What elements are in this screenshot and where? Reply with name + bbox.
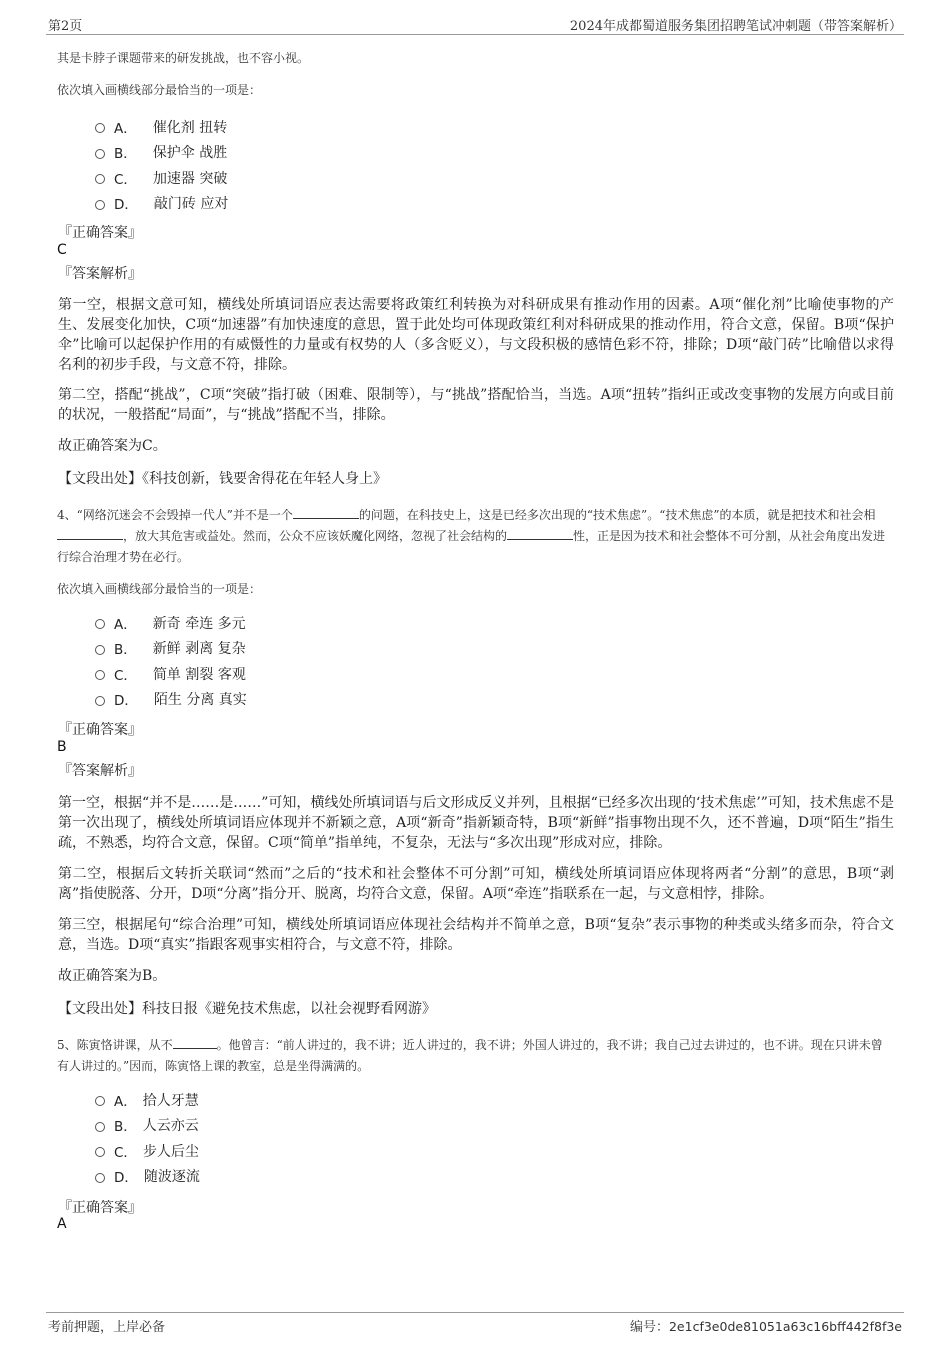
radio-icon[interactable] <box>95 670 105 680</box>
q3-options <box>95 114 228 216</box>
q3-stem-tail: 其是卡脖子课题带来的研发挑战，也不容小视。 <box>57 51 310 65</box>
answer-blank <box>57 527 123 540</box>
answer-value: A <box>57 1216 67 1232</box>
analysis-paragraph: 第二空，根据后文转折关联词“然而”之后的“技术和社会整体不可分割”可知，横线处所填词语应体现将两者“分割”的意思，B项“剥离”指使脱落、分开，D项“分离”指分开、脱离，均符合文意，保留。A项“牵连”指联系在一起，与文意相悖，排除。 <box>58 866 894 902</box>
radio-icon[interactable] <box>95 123 105 133</box>
source-citation: 【文段出处】科技日报《避免技术焦虑，以社会视野看网游》 <box>58 1001 436 1017</box>
radio-icon[interactable] <box>95 645 105 655</box>
analysis-label: 『答案解析』 <box>58 763 142 779</box>
option-c[interactable]: C． 加速器 突破 <box>95 165 228 191</box>
radio-icon[interactable] <box>95 200 105 210</box>
analysis-paragraph: 第三空，根据尾句“综合治理”可知，横线处所填词语应体现社会结构并不简单之意，B项“复杂”表示事物的种类或头绪多而杂，符合文意，当选。D项“真实”指跟客观事实相符合，与文意不符，排除。 <box>58 917 894 953</box>
q4-stem: 4、“网络沉迷会不会毁掉一代人”并不是一个 的问题，在科技史上，这是已经多次出现的“技术焦虑”。“技术焦虑”的本质，就是把技术和社会相，放大其危害或益处。然而，公众不应该妖魔化网络，忽视了社会结构的 性，正是因为技术和社会整体不可分割，从社会角度出发进行综合治理才势在必行。 <box>57 508 886 564</box>
radio-icon[interactable] <box>95 149 105 159</box>
answer-label: 『正确答案』 <box>58 1200 142 1216</box>
page-footer <box>46 1312 904 1339</box>
analysis-paragraph: 第一空，根据“并不是……是……”可知，横线处所填词语与后文形成反义并列，且根据“已经多次出现的‘技术焦虑’”可知，技术焦虑不是第一次出现了，横线处所填词语应体现并不新颖之意，A项“新奇”指新颖奇特，B项“新鲜”指事物出现不久，还不普遍，D项“陌生”指生疏，不熟悉，均符合文意，保留。C项“简单”指单纯，不复杂，无法与“多次出现”形成对应，排除。 <box>58 795 894 851</box>
analysis-conclusion: 故正确答案为B。 <box>58 968 167 984</box>
option-a[interactable]: A． 拾人牙慧 <box>95 1087 200 1113</box>
option-d[interactable]: D． 陌生 分离 真实 <box>95 687 247 713</box>
option-b[interactable]: B． 新鲜 剥离 复杂 <box>95 636 247 662</box>
answer-label: 『正确答案』 <box>58 225 142 241</box>
q5-stem: 5、陈寅恪讲课，从不 。他曾言：“前人讲过的，我不讲；近人讲过的，我不讲；外国人讲过的，我不讲；我自己过去讲过的，也不讲。现在只讲未曾有人讲过的。”因而，陈寅恪上课的教室，总是坐得满满的。 <box>57 1038 883 1073</box>
q4-options <box>95 610 247 712</box>
option-b[interactable]: B． 人云亦云 <box>95 1113 200 1139</box>
source-citation: 【文段出处】《科技创新，钱要舍得花在年轻人身上》 <box>58 471 387 487</box>
analysis-conclusion: 故正确答案为C。 <box>58 438 167 454</box>
analysis-paragraph: 第一空，根据文意可知，横线处所填词语应表达需要将政策红利转换为对科研成果有推动作用的因素。A项“催化剂”比喻使事物的产生、发展变化加快，C项“加速器”有加快速度的意思，置于此处均可体现政策红利对科研成果的推动作用，符合文意，保留。B项“保护伞”比喻可以起保护作用的有威慑性的力量或有权势的人（多含贬义），与文段积极的感情色彩不符，排除；D项“敲门砖”比喻借以求得名利的初步手段，与文意不符，排除。 <box>58 297 894 373</box>
option-c[interactable]: C． 简单 割裂 客观 <box>95 661 247 687</box>
document-title: 2024年成都蜀道服务集团招聘笔试冲刺题（带答案解析） <box>569 19 902 34</box>
option-a[interactable]: A． 新奇 牵连 多元 <box>95 610 247 636</box>
page-number: 第2页 <box>48 19 83 34</box>
radio-icon[interactable] <box>95 696 105 706</box>
page-header <box>46 12 904 35</box>
answer-blank <box>293 506 359 519</box>
radio-icon[interactable] <box>95 1173 105 1183</box>
answer-label: 『正确答案』 <box>58 722 142 738</box>
answer-blank <box>173 1036 217 1049</box>
option-d[interactable]: D． 随波逐流 <box>95 1164 200 1190</box>
option-a[interactable]: A． 催化剂 扭转 <box>95 114 228 140</box>
footer-slogan: 考前押题，上岸必备 <box>48 1320 166 1335</box>
q4-instruction: 依次填入画横线部分最恰当的一项是： <box>57 582 262 596</box>
option-b[interactable]: B． 保护伞 战胜 <box>95 140 228 166</box>
analysis-paragraph: 第二空，搭配“挑战”，C项“突破”指打破（困难、限制等），与“挑战”搭配恰当，当选。A项“扭转”指纠正或改变事物的发展方向或目前的状况，一般搭配“局面”，与“挑战”搭配不当，排除。 <box>58 387 894 423</box>
document-code: 编号：2e1cf3e0de81051a63c16bff442f8f3e <box>629 1319 902 1335</box>
radio-icon[interactable] <box>95 619 105 629</box>
option-d[interactable]: D． 敲门砖 应对 <box>95 191 228 217</box>
radio-icon[interactable] <box>95 174 105 184</box>
answer-value: C <box>57 242 67 258</box>
q3-instruction: 依次填入画横线部分最恰当的一项是： <box>57 83 262 97</box>
answer-value: B <box>57 739 67 755</box>
radio-icon[interactable] <box>95 1096 105 1106</box>
radio-icon[interactable] <box>95 1147 105 1157</box>
option-c[interactable]: C． 步人后尘 <box>95 1138 200 1164</box>
q5-options <box>95 1087 200 1189</box>
answer-blank <box>507 527 573 540</box>
radio-icon[interactable] <box>95 1122 105 1132</box>
analysis-label: 『答案解析』 <box>58 266 142 282</box>
